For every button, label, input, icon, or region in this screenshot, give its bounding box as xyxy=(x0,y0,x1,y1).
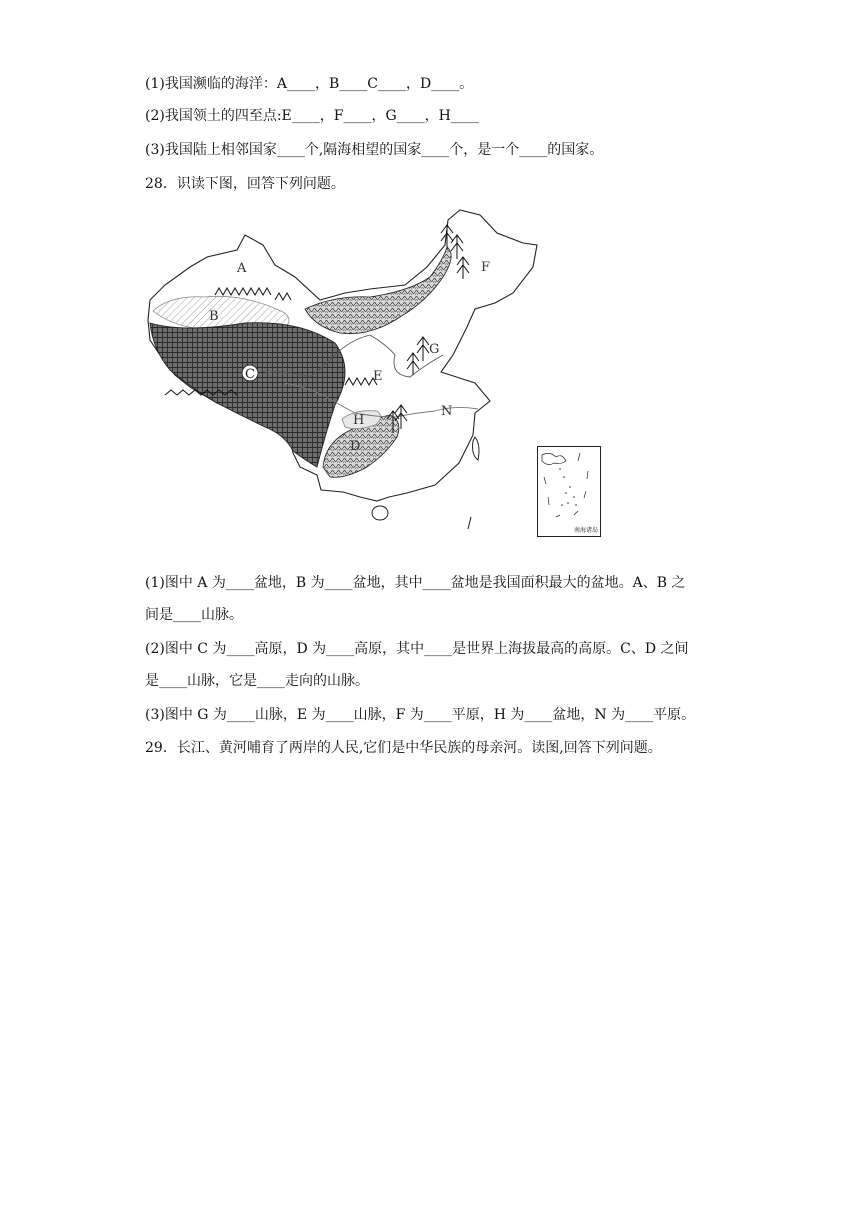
q28-part1-line2: 间是____山脉。 xyxy=(145,607,243,623)
inset-label: 南海诸岛 xyxy=(573,527,598,534)
q28-part2-line2: 是____山脉，它是____走向的山脉。 xyxy=(145,673,369,689)
sea-boundary-mark xyxy=(468,517,471,529)
south-china-sea-inset xyxy=(537,446,601,537)
china-map xyxy=(145,205,605,540)
q27-part3: (3)我国陆上相邻国家____个,隔海相望的国家____个，是一个____的国家。 xyxy=(145,142,604,158)
q28-stem: 28．识读下图，回答下列问题。 xyxy=(145,176,345,192)
label-f: F xyxy=(481,260,491,275)
label-d: D xyxy=(350,439,361,454)
q28-part2-line1: (2)图中 C 为____高原，D 为____高原，其中____是世界上海拔最高的高原。C、D 之间 xyxy=(145,641,689,657)
label-n: N xyxy=(441,404,453,419)
taiwan-island xyxy=(473,437,479,460)
q29-stem: 29．长江、黄河哺育了两岸的人民,它们是中华民族的母亲河。读图,回答下列问题。 xyxy=(145,740,662,756)
q27-part1: (1)我国濒临的海洋：A____，B____C____，D____。 xyxy=(145,76,474,92)
q28-part1-line1: (1)图中 A 为____盆地，B 为____盆地，其中____盆地是我国面积最大的盆地。A、B 之 xyxy=(145,575,686,591)
label-g: G xyxy=(429,342,440,357)
label-h: H xyxy=(353,413,365,428)
label-c: C xyxy=(245,367,255,382)
q28-part3: (3)图中 G 为____山脉，E 为____山脉，F 为____平原，H 为____盆地，N 为____平原。 xyxy=(145,707,696,723)
label-e: E xyxy=(373,369,383,384)
q27-part2: (2)我国领土的四至点:E____，F____，G____，H____ xyxy=(145,108,479,124)
region-c-plateau xyxy=(150,323,345,467)
label-a: A xyxy=(237,261,247,276)
hainan-island xyxy=(372,506,388,520)
label-b: B xyxy=(209,309,219,324)
inset-map xyxy=(538,447,600,536)
